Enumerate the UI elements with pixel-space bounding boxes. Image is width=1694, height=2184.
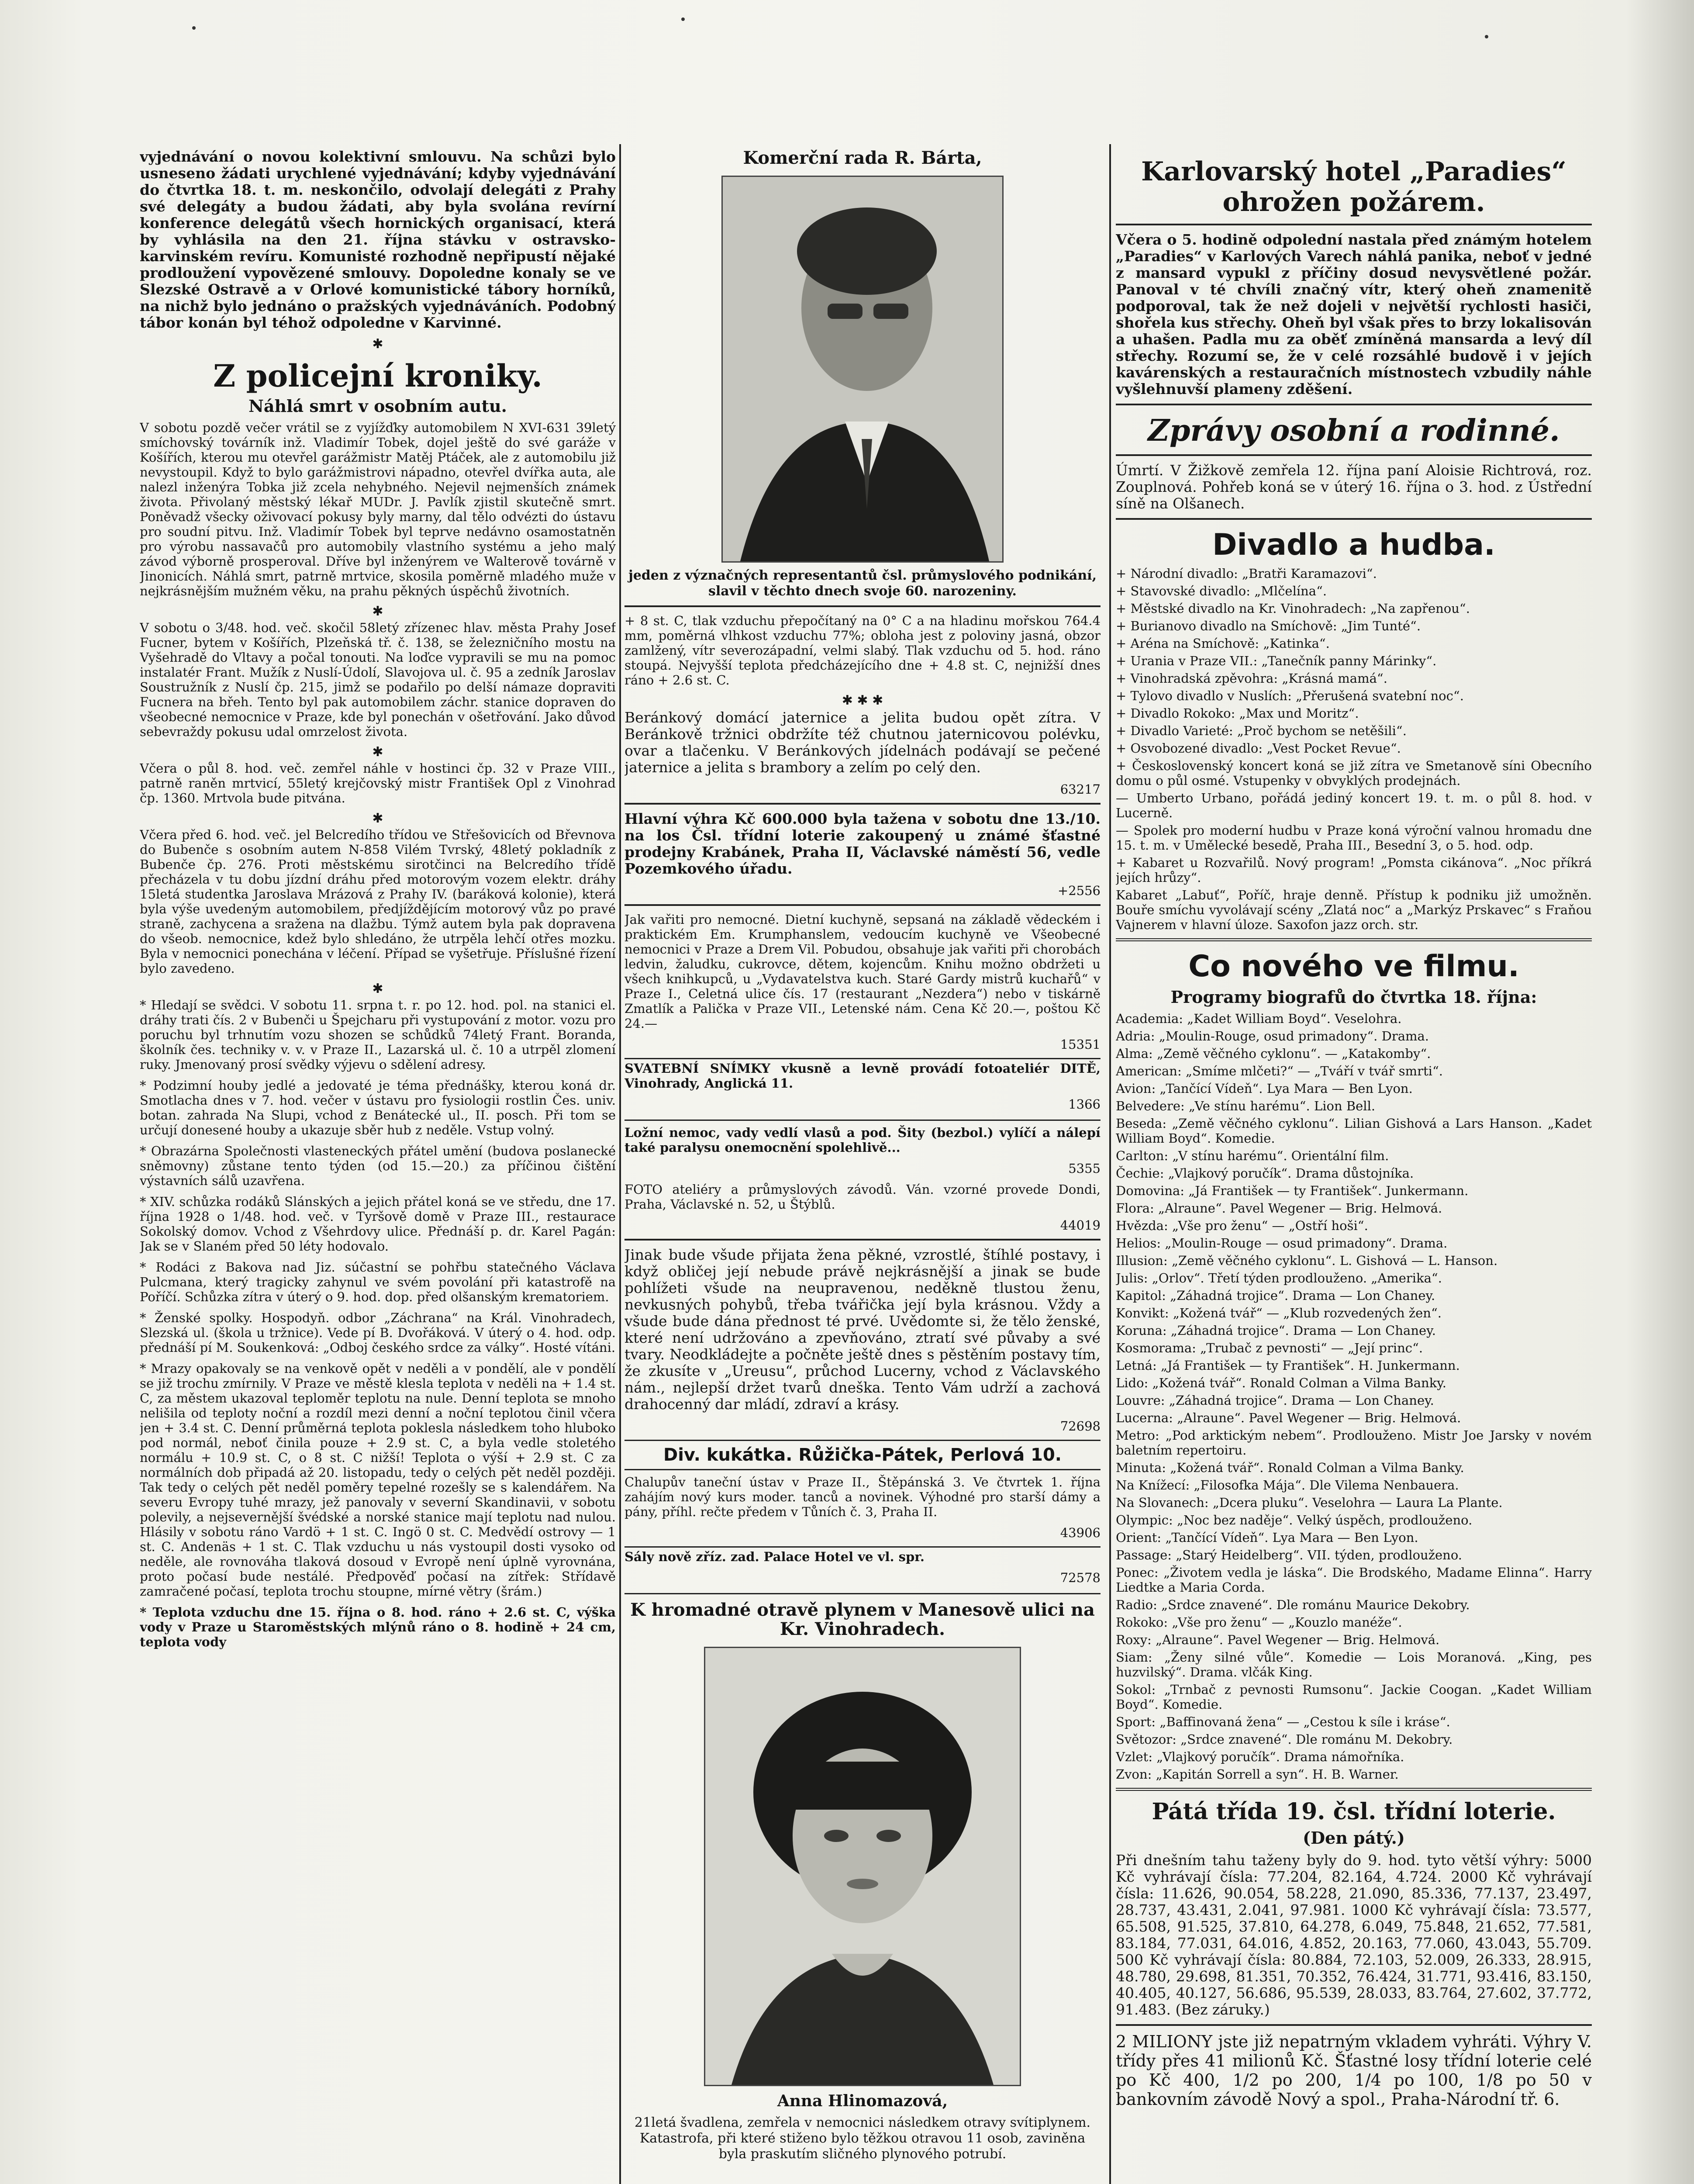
film-item: Helios: „Moulin-Rouge — osud primadony“. Drama. bbox=[1116, 1236, 1448, 1251]
film-item: Kapitol: „Záhadná trojice“. Drama — Lon Chaney. bbox=[1116, 1288, 1435, 1303]
film-item: Ponec: „Životem vedla je láska“. Die Brodského, Madame Elinna“. Harry Liedtke a Maria Corda. bbox=[1116, 1565, 1592, 1595]
print-speck bbox=[681, 17, 685, 21]
theatre-item: + Městské divadlo na Kr. Vinohradech: „Na zapřenou“. bbox=[1116, 601, 1470, 616]
film-item: Domovina: „Já František — ty František“. Junkermann. bbox=[1116, 1183, 1469, 1198]
divider bbox=[1116, 938, 1592, 941]
lottery-heading: Pátá třída 19. čsl. třídní loterie. bbox=[1152, 1798, 1556, 1825]
divider bbox=[624, 1239, 1101, 1241]
film-item: Carlton: „V stínu harému“. Orientální film. bbox=[1116, 1148, 1389, 1163]
theatre-item: + Burianovo divadlo na Smíchově: „Jim Tunté“. bbox=[1116, 619, 1421, 633]
portrait-woman-name: Anna Hlinomazová, bbox=[777, 2092, 948, 2110]
ad-code: 44019 bbox=[1060, 1218, 1101, 1233]
theatre-item: + Tylovo divadlo v Nuslích: „Přerušená svatební noc“. bbox=[1116, 688, 1464, 703]
film-item: Vzlet: „Vlajkový poručík“. Drama námořníka. bbox=[1116, 1749, 1404, 1764]
police-report: Včera před 6. hod. več. jel Belcredího třídou ve Střešovicích od Břevnova do Bubenče s osobním autem N-858 Vilém Tvrský, 48letý pokladník z Bubenče čp. 276. Proti městskému sirotčinci na Belcredího třídě přecházela v tu dobu jízdní dráhu před motorovým vozem elektr. dráhy 15letá studentka Jaroslava Mrázová z Prahy IV. (baráková kolonie), která byla výše uvedeným automobilem, předjíždějícím motorový vůz po pravé straně, zachycena a sražena na dlažbu. Týmž autem byla pak dopravena do všeob. nemocnice, kdež bylo shledáno, že utrpěla lehčí otřes mozku. Byla v nemocnici ponechána v léčení. Případ se vyšetřuje. Příslušné řízení bylo zavedeno. bbox=[140, 827, 616, 976]
photo-studio-ad-text: SVATEBNÍ SNÍMKY vkusně a levně provádí fotoateliér DITĚ, Vinohrady, Anglická 11. bbox=[624, 1061, 1101, 1091]
film-item: Siam: „Ženy silné vůle“. Komedie — Lois Moranová. „King, pes huzvilský“. Drama. vlčák King. bbox=[1116, 1650, 1592, 1679]
palace-hotel-ad bbox=[624, 1546, 1101, 1594]
column-middle bbox=[624, 149, 1101, 2184]
film-item: Zvon: „Kapitán Sorrell a syn“. H. B. Warner. bbox=[1116, 1767, 1399, 1782]
news-item: * Rodáci z Bakova nad Jiz. súčastní se pohřbu statečného Václava Pulcmana, který tragicky zahynul ve svém povolání při katastrofě na Poříčí. Schůzka zítra v úterý o 9. hod. dop. před olšanským krematoriem. bbox=[140, 1260, 616, 1304]
news-item: * XIV. schůzka rodáků Slánských a jejich přátel koná se ve středu, dne 17. října 1928 o 1/48. hod. več. v Tyršově domě v Praze III., restaurace Sokolský domov. Vchod z Všehrdovy ulice. Přednáší p. dr. Karel Pagán: Jak se v Slaném před 50 léty hodovalo. bbox=[140, 1194, 616, 1254]
theatre-item: Kabaret „Labuť“, Poříč, hraje denně. Přístup k podniku již umožněn. Bouře smíchu vyvolávají scény „Zlatá noc“ a „Markýz Prskavec“ s Fraňou Vajnerem v hlavní úloze. Saxofon jazz orch. str. bbox=[1116, 888, 1592, 932]
lottery-results: Při dnešním tahu taženy byly do 9. hod. tyto větší výhry: 5000 Kč vyhrávají čísla: 77.204, 82.164, 4.724. 2000 Kč vyhrávají čísla: 11.626, 90.054, 58.228, 21.090, 85.336, 77.137, 23.497, 28.737, 43.431, 2.041, 97.981. 1000 Kč vyhrávají čísla: 73.577, 65.508, 91.525, 37.810, 64.278, 6.049, 75.848, 21.652, 77.581, 83.184, 77.031, 64.016, 4.852, 20.163, 77.060, 43.043, 55.709. 500 Kč vyhrávají čísla: 80.884, 72.103, 52.009, 26.333, 28.915, 48.780, 29.698, 81.351, 70.352, 76.424, 31.771, 93.416, 83.150, 40.405, 40.127, 56.686, 95.539, 28.033, 83.764, 27.602, 37.772, 91.483. (Bez záruky.) bbox=[1116, 1852, 1592, 2018]
film-item: Minuta: „Kožená tvář“. Ronald Colman a Vilma Banky. bbox=[1116, 1460, 1464, 1475]
theatre-item: + Aréna na Smíchově: „Katinka“. bbox=[1116, 636, 1330, 651]
lottery-subheading: (Den pátý.) bbox=[1303, 1828, 1405, 1848]
film-item: Sokol: „Trnbač z pevnosti Rumsonu“. Jackie Coogan. „Kadet William Boyd“. Komedie. bbox=[1116, 1682, 1592, 1712]
portrait-woman-caption: 21letá švadlena, zemřela v nemocnici následkem otravy svítiplynem. Katastrofa, při které stiženo bylo těžkou otravou 11 osob, zaviněna byla praskutím sličného plynového potrubí. bbox=[634, 2115, 1091, 2162]
film-item: Adria: „Moulin-Rouge, osud primadony“. Drama. bbox=[1116, 1029, 1429, 1044]
theatre-item: + Národní divadlo: „Bratři Karamazovi“. bbox=[1116, 566, 1377, 581]
divider bbox=[1116, 518, 1592, 520]
divider bbox=[624, 605, 1101, 607]
kukatka-ad-text: Div. kukátka. Růžička-Pátek, Perlová 10. bbox=[663, 1445, 1062, 1465]
theatre-item: — Umberto Urbano, pořádá jediný koncert 19. t. m. o půl 8. hod. v Lucerně. bbox=[1116, 791, 1592, 820]
weather-report: * Mrazy opakovaly se na venkově opět v neděli a v pondělí, ale v pondělí se již trochu zmírnily. V Praze ve městě klesla teplota v neděli na + 1.4 st. C, za městem ukazoval teploměr teplotu na nule. Denní teplota se mnoho nelišila od teploty noční a rozdíl mezi denní a noční teplotou činil včera jen + 3.4 st. C. Denní průměrná teplota poklesla následkem toho hluboko pod normál, neboť činila pouze + 2.9 st. C, a byla vedle stoletého normálu + 10.9 st. C, o 8 st. C nižší! Teplota o výší + 2.9 st. C za normálních dob připadá až 20. listopadu, tedy o celých pět neděl později. Tak tedy o celých pět neděl poměry tepelné rozešly se s kalendářem. Na severu Evropy tuhé mrazy, jež panovaly v severní Skandinavii, v sobotu polevily, a nejsevernější švédské a norské stanice mají teplotu nad nulou. Hlásily v sobotu ráno Vardö + 1 st. C. Ingö 0 st. C. Medvědí ostrovy — 1 st. C. Andenäs + 1 st. C. Tlak vzduchu u nás vystoupil dosti vysoko od neděle, ale rovnováha tlaková dosoud v Evropě není úplně vyrovnána, proto počasí bude nestálé. Předpověď počasí na zítřek: Střídavě zamračené počasí, teplota trochu stoupne, mírné větry (šrám.) bbox=[140, 1361, 616, 1599]
medical-ad: Ložní nemoc, vady vedlí vlasů a pod. Šity (bezbol.) vylíčí a nálepí také paralysu onemocnění spolehlivě... bbox=[624, 1125, 1101, 1155]
divider bbox=[1116, 454, 1592, 456]
column-divider bbox=[619, 144, 621, 2184]
film-list bbox=[1116, 1011, 1592, 1782]
theatre-list bbox=[1116, 566, 1592, 932]
gas-poisoning-heading: K hromadné otravě plynem v Manesově ulici na Kr. Vinohradech. bbox=[630, 1600, 1095, 1639]
film-item: Čechie: „Vlajkový poručík“. Drama důstojníka. bbox=[1116, 1166, 1414, 1181]
police-report: V sobotu o 3/48. hod. več. skočil 58letý zřízenec hlav. města Prahy Josef Fucner, bytem v Košířích, Plzeňská tř. č. 138, se železničního mostu na Vyšehradě do Vltavy a počal tonouti. Na loďce vypravili se mu na pomoc instalatér Frant. Mužík z Nuslí-Údolí, Slavojova ul. č. 95 a zedník Jaroslav Soustružník z Nuslí čp. 215, jimž se podařilo po delší námaze dopraviti Fucnera na břeh. Tento byl pak automobilem záchr. stanice dopraven do všeobecné nemocnice v Praze, kde byl ponechán v ošetřování. Jako důvod sebevraždy pokusu udal omrzelost života. bbox=[140, 620, 616, 739]
news-item: * Podzimní houby jedlé a jedovaté je téma přednášky, kterou koná dr. Smotlacha dnes v 7. hod. večer v ústavu pro fysiologii rostlin Čes. univ. botan. zahrada Na Slupi, vchod z Benátecké ul., II. posch. Při tom se určují donesené houby a ukazuje sběr hub z neděle. Vstup volný. bbox=[140, 1078, 616, 1137]
film-item: Konvikt: „Kožená tvář“ — „Klub rozvedených žen“. bbox=[1116, 1306, 1442, 1320]
film-item: Na Slovanech: „Dcera pluku“. Veselohra — Laura La Plante. bbox=[1116, 1495, 1503, 1510]
film-item: Belvedere: „Ve stínu harému“. Lion Bell. bbox=[1116, 1099, 1376, 1113]
film-item: Academia: „Kadet William Boyd“. Veselohra. bbox=[1116, 1011, 1402, 1026]
theatre-heading: Divadlo a hudba. bbox=[1212, 528, 1495, 562]
strike-article-end: vyjednávání o novou kolektivní smlouvu. Na schůzi bylo usneseno žádati urychlené vyjednávání; kdyby vyjednávání do čtvrtka 18. t. m. neskončilo, odvolají delegáti z Prahy své delegáty a budou žádati, aby byla svolána revírní konference delegátů všech hornických organisací, která by vyhlásila na den 21. října stávku v ostravsko-karvinském revíru. Komunisté rozhodně nepřipustí nějaké prodloužení vypovězené smlouvy. Dopoledne konaly se ve Slezské Ostravě a v Orlové komunistické tábory horníků, na nichž bylo jednáno o pražských vyjednáváních. Podobný tábor konán byl téhož odpoledne v Karvinné. bbox=[140, 149, 616, 331]
film-item: Na Knížecí: „Filosofka Mája“. Dle Vilema Nenbauera. bbox=[1116, 1478, 1459, 1493]
news-item: * Ženské spolky. Hospodyň. odbor „Záchrana“ na Král. Vinohradech, Slezská ul. (škola u tržnice). Vede pí B. Dvořáková. V úterý o 4. hod. odp. přednáší pí M. Soukenková: „Odboj českého srdce za války“. Hosté vítáni. bbox=[140, 1310, 616, 1355]
foto-ad: FOTO ateliéry a průmyslových závodů. Ván. vzorné provede Dondi, Praha, Václavské n. 52, u Štýblů. bbox=[624, 1182, 1101, 1212]
ad-code: 1366 bbox=[1068, 1097, 1101, 1112]
theatre-item: + Stavovské divadlo: „Mlčelína“. bbox=[1116, 584, 1327, 598]
film-item: Sport: „Baffinovaná žena“ — „Cestou k síle i kráse“. bbox=[1116, 1714, 1450, 1729]
ad-code: 15351 bbox=[1060, 1037, 1101, 1052]
dance-school-ad: Chalupův taneční ústav v Praze II., Štěpánská 3. Ve čtvrtek 1. října zahájím nový kurs moder. tanců a novinek. Výhodné pro starší dámy a pány, příhl. rečte předem v Tůních č. 3, Praha II. bbox=[624, 1475, 1101, 1519]
kukatka-ad bbox=[624, 1440, 1101, 1470]
film-item: American: „Smíme mlčeti?“ — „Tváří v tvář smrti“. bbox=[1116, 1064, 1443, 1078]
palace-hotel-ad-text: Sály nově zříz. zad. Palace Hotel ve vl. spr. bbox=[624, 1549, 925, 1564]
column-right bbox=[1116, 149, 1592, 2184]
portrait-heading: Komerční rada R. Bárta, bbox=[743, 149, 982, 168]
personal-news-text: Úmrtí. V Žižkově zemřela 12. října paní Aloisie Richtrová, roz. Zouplnová. Pohřeb koná se v úterý 16. října o 3. hod. z Ústřední síně na Olšanech. bbox=[1116, 462, 1592, 512]
ad-code: +2556 bbox=[1057, 883, 1101, 898]
hotel-fire-heading: Karlovarský hotel „Paradies“ ohrožen požárem. bbox=[1141, 156, 1566, 218]
theatre-item: — Spolek pro moderní hudbu v Praze koná výroční valnou hromadu dne 15. t. m. v Umělecké besedě, Praha III., Besední 3, o 5. hod. odp. bbox=[1116, 823, 1592, 853]
theatre-item: + Československý koncert koná se již zítra ve Smetanově síni Obecního domu o půl osmé. Vstupenky v obvyklých prodejnách. bbox=[1116, 758, 1592, 788]
film-item: Orient: „Tančící Vídeň“. Lya Mara — Ben Lyon. bbox=[1116, 1530, 1418, 1545]
film-item: Metro: „Pod arktickým nebem“. Prodlouženo. Mistr Joe Jarsky v novém baletním repertoiru. bbox=[1116, 1428, 1592, 1458]
ureus-ad: Jinak bude všude přijata žena pěkné, vzrostlé, štíhlé postavy, i když obličej její nebude právě nejkrásnější a jinak se bude pohlížeti všude na neupravenou, neděkně tlustou ženu, nevkusných pohybů, třeba tvářička její byla krásnou. Vždy a všude bude dána přednost té prvé. Uvědomte si, že tělo ženské, které není udržováno a zpevňováno, ztratí své půvaby a své tvary. Neodkládejte a počněte ještě dnes s pěstěním postavy tím, že zkusíte v „Ureusu“, průchod Lucerny, vchod z Václavského nám., nejlepší držet tvarů dneška. Tento Vám udrží a zachová drahocenný dar mládí, zdraví a krásy. bbox=[624, 1246, 1101, 1413]
theatre-item: + Divadlo Varieté: „Proč bychom se netěšili“. bbox=[1116, 723, 1407, 738]
film-item: Illusion: „Země věčného cyklonu“. L. Gishová — L. Hanson. bbox=[1116, 1253, 1498, 1268]
separator-star: ✱ bbox=[372, 981, 383, 996]
ad-code: 5355 bbox=[1068, 1161, 1101, 1176]
print-speck bbox=[1485, 35, 1488, 38]
film-item: Alma: „Země věčného cyklonu“. — „Katakomby“. bbox=[1116, 1046, 1431, 1061]
film-item: Lucerna: „Alraune“. Pavel Wegener — Brig. Helmová. bbox=[1116, 1410, 1461, 1425]
temperature-report: * Teplota vzduchu dne 15. října o 8. hod. ráno + 2.6 st. C, výška vody v Praze u Staroměstských mlýnů ráno o 8. hodině + 24 cm, teplota vody bbox=[140, 1605, 616, 1649]
divider bbox=[1116, 2024, 1592, 2026]
cookbook-ad: Jak vařiti pro nemocné. Dietní kuchyně, sepsaná na základě vědeckém i praktickém Em. Krumphanslem, vedoucím kuchyně ve Všeobecné nemocnici v Praze a Drem Vil. Pobudou, obsahuje jak vařiti při chorobách ledvin, žaludku, cukrovce, dětem, kojencům. Knihu možno obdržeti u všech knihkupců, u „Vydavatelstva kuch. Staré Gardy mistrů kuchařů“ v Praze I., Celetná ulice čís. 17 (restaurant „Nezdera“) nebo v tiskárně Zmatlík a Palička v Praze VII., Letenské nám. Cena Kč 20.—, poštou Kč 24.— bbox=[624, 912, 1101, 1031]
theatre-item: + Osvobozené divadlo: „Vest Pocket Revue“. bbox=[1116, 741, 1401, 756]
police-chronicle-heading: Z policejní kroniky. bbox=[213, 358, 542, 394]
film-item: Radio: „Srdce znavené“. Dle románu Maurice Dekobry. bbox=[1116, 1597, 1470, 1612]
divider bbox=[624, 904, 1101, 906]
film-item: Rokoko: „Vše pro ženu“ — „Kouzlo manéže“. bbox=[1116, 1615, 1402, 1630]
news-item: * Obrazárna Společnosti vlasteneckých přátel umění (budova poslanecké sněmovny) zůstane tento týden (od 15.—20.) za příčinou čištění výstavních sálů uzavřena. bbox=[140, 1144, 616, 1188]
theatre-item: + Kabaret u Rozvařilů. Nový program! „Pomsta cikánova“. „Noc příkrá jejích hrůzy“. bbox=[1116, 855, 1592, 885]
portrait-photo-woman bbox=[704, 1647, 1021, 2086]
print-speck bbox=[192, 26, 196, 30]
divider bbox=[1116, 404, 1592, 405]
film-item: Flora: „Alraune“. Pavel Wegener — Brig. Helmová. bbox=[1116, 1201, 1442, 1216]
film-item: Lido: „Kožená tvář“. Ronald Colman a Vilma Banky. bbox=[1116, 1375, 1447, 1390]
film-item: Hvězda: „Vše pro ženu“ — „Ostří hoši“. bbox=[1116, 1218, 1368, 1233]
separator-star: ✱ bbox=[372, 336, 383, 352]
portrait-caption: jeden z význačných representantů čsl. průmyslového podnikání, slavil v těchto dnech svoje 60. narozeniny. bbox=[628, 568, 1097, 599]
separator-star: ✱ bbox=[372, 744, 383, 760]
news-item: * Hledají se svědci. V sobotu 11. srpna t. r. po 12. hod. pol. na stanici el. dráhy trati čís. 2 v Bubenči u Špejcharu při vystupování z motor. vozu pro poruchu byl trhnutím vozu shozen se schůdků 74letý Frant. Boranda, školník čes. techniky v. v. v Praze II., Lazarská ul. č. 10 a utrpěl zlomení ruky. Jmenovaný prosí svědky výjevu o sdělení adresy. bbox=[140, 998, 616, 1072]
film-item: Passage: „Starý Heidelberg“. VII. týden, prodlouženo. bbox=[1116, 1548, 1463, 1562]
ad-code: 63217 bbox=[1060, 782, 1101, 797]
film-item: Louvre: „Záhadná trojice“. Drama — Lon Chaney. bbox=[1116, 1393, 1434, 1408]
separator-star: ✱ bbox=[372, 604, 383, 619]
beranek-ad: Beránkový domácí jaternice a jelita budou opět zítra. V Beránkově tržnici obdržíte též chutnou jaternicovou polévku, ovar a tlačenku. V Beránkových jídelnách podávají se pečené jaternice a jelita s brambory a zelím po celý den. bbox=[624, 709, 1101, 776]
theatre-item: + Divadlo Rokoko: „Max und Moritz“. bbox=[1116, 706, 1359, 721]
ad-code: 72578 bbox=[1060, 1570, 1101, 1585]
film-item: Světozor: „Srdce znavené“. Dle románu M. Dekobry. bbox=[1116, 1732, 1453, 1747]
film-item: Roxy: „Alraune“. Pavel Wegener — Brig. Helmová. bbox=[1116, 1632, 1440, 1647]
portrait-woman-image bbox=[705, 1648, 1020, 2085]
film-item: Beseda: „Země věčného cyklonu“. Lilian Gishová a Lars Hanson. „Kadet William Boyd“. Komedie. bbox=[1116, 1116, 1592, 1146]
film-item: Kosmorama: „Trubač z pevnosti“ — „Její princ“. bbox=[1116, 1341, 1423, 1355]
column-divider bbox=[1109, 144, 1111, 2184]
police-report: V sobotu pozdě večer vrátil se z vyjížďky automobilem N XVI-631 39letý smíchovský továrník inž. Vladimír Tobek, dojel ještě do své garáže v Košířích, kterou mu otevřel garážmistr Matěj Ptáček, ale z automobilu již nevystoupil. Když to bylo garážmistrovi nápadno, otevřel dvířka auta, ale nalezl inženýra Tobka již zcela nehybného. Nejevil nejmenších známek života. Přivolaný městský lékař MUDr. J. Pavlík zjistil skutečně smrt. Poněvadž všecky oživovací pokusy byly marny, dal tělo odvézti do ústavu pro soudní pitvu. Inž. Vladimír Tobek byl teprve nedávno osamostatněn pro výrobu nassavačů pro automobily vlastního systému a jeho malý závod výborně prosperoval. Dříve byl inženýrem ve Walterově továrně v Jinonicích. Náhlá smrt, patrně mrtvice, skosila poměrně mladého muže v nejkrásnějším mužném věku, na prahu pěkných úspěchů životních. bbox=[140, 420, 616, 598]
weather-continued: + 8 st. C, tlak vzduchu přepočítaný na 0° C a na hladinu mořskou 764.4 mm, poměrná vlhkost vzduchu 77%; obloha jest z poloviny jasná, obzor zamlžený, vítr severozápadní, velmi slabý. Tlak vzduchu od 5. hod. ráno stoupá. Nejvyšší teplota předcházejícího dne + 4.8 st. C, nejnižší dnes ráno + 2.6 st. C. bbox=[624, 613, 1101, 688]
film-item: Koruna: „Záhadná trojice“. Drama — Lon Chaney. bbox=[1116, 1323, 1436, 1338]
film-heading: Co nového ve filmu. bbox=[1188, 949, 1519, 984]
photo-studio-ad bbox=[624, 1058, 1101, 1121]
hotel-fire-text: Včera o 5. hodině odpolední nastala před známým hotelem „Paradies“ v Karlových Varech náhlá panika, neboť v jedné z mansard vypukl z příčiny dosud nevysvětlené požár. Panoval v té chvíli značný vítr, který oheň znamenitě podporoval, tak že než dojeli v největší rychlosti hasiči, shořela kus střechy. Oheň byl však přes to brzy lokalisován a uhašen. Padla mu za oběť zmíněná mansarda a levý díl střechy. Rozumí se, že v celé rozsáhlé budově i v jejích kavárenských a restauračních místnostech vzbudily náhle vyšlehnuvší plameny zděšení. bbox=[1116, 231, 1592, 397]
film-item: Julis: „Orlov“. Třetí týden prodlouženo. „Amerika“. bbox=[1116, 1271, 1442, 1286]
divider bbox=[1116, 1788, 1592, 1791]
film-item: Olympic: „Noc bez naděje“. Velký úspěch, prodlouženo. bbox=[1116, 1513, 1473, 1527]
divider bbox=[624, 803, 1101, 805]
theatre-item: + Urania v Praze VII.: „Tanečník panny Márinky“. bbox=[1116, 653, 1437, 668]
divider bbox=[1116, 224, 1592, 225]
bank-ad: 2 MILIONY jste již nepatrným vkladem vyhráti. Výhry V. třídy přes 41 milionů Kč. Šťastné losy třídní loterie celé po Kč 400, 1/2 po 200, 1/4 po 100, 1/8 po 50 v bankovním závodě Nový a spol., Praha-Národní tř. 6. bbox=[1116, 2032, 1592, 2109]
separator-star: ✱ ✱ ✱ bbox=[842, 693, 883, 708]
film-subheading: Programy biografů do čtvrtka 18. října: bbox=[1170, 987, 1537, 1007]
portrait-photo bbox=[721, 176, 1004, 563]
theatre-item: + Vinohradská zpěvohra: „Krásná mamá“. bbox=[1116, 671, 1387, 686]
personal-news-heading: Zprávy osobní a rodinné. bbox=[1148, 413, 1560, 448]
portrait-man-image bbox=[723, 177, 1002, 561]
police-report: Včera o půl 8. hod. več. zemřel náhle v hostinci čp. 32 v Praze VIII., patrně raněn mrtvicí, 55letý krejčovský mistr František Opl z Vinohrad čp. 1360. Mrtvola bude pitvána. bbox=[140, 761, 616, 805]
lottery-win-notice: Hlavní výhra Kč 600.000 byla tažena v sobotu dne 13./10. na los Čsl. třídní loterie zakoupený u známé šťastné prodejny Krabánek, Praha II, Václavské náměstí 56, vedle Pozemkového úřadu. bbox=[624, 810, 1101, 877]
film-item: Letná: „Já František — ty František“. H. Junkermann. bbox=[1116, 1358, 1460, 1373]
film-item: Avion: „Tančící Vídeň“. Lya Mara — Ben Lyon. bbox=[1116, 1081, 1413, 1096]
separator-star: ✱ bbox=[372, 811, 383, 826]
police-chronicle-subheading: Náhlá smrt v osobním autu. bbox=[248, 396, 507, 416]
column-left bbox=[140, 149, 616, 2184]
ad-code: 43906 bbox=[1060, 1525, 1101, 1540]
ad-code: 72698 bbox=[1060, 1419, 1101, 1434]
